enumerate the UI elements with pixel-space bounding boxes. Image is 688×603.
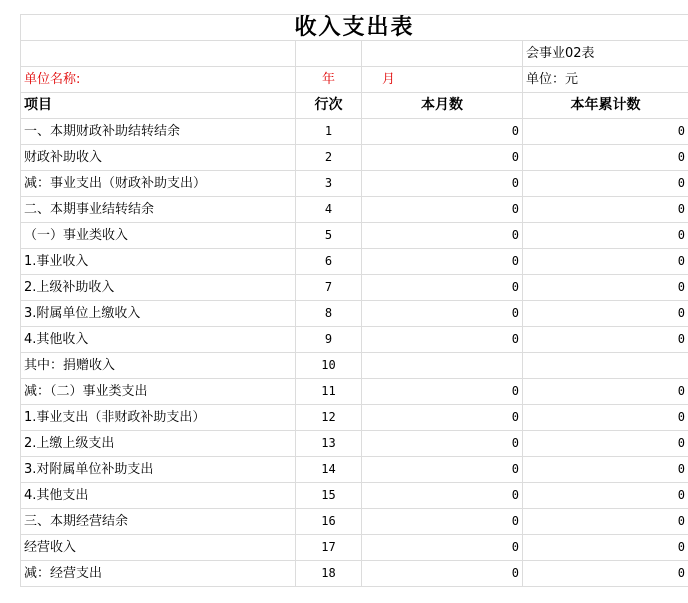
row-year-to-date[interactable]: 0 — [523, 197, 688, 223]
row-year-to-date[interactable]: 0 — [523, 457, 688, 483]
row-line-no[interactable]: 9 — [296, 327, 362, 353]
row-year-to-date[interactable]: 0 — [523, 379, 688, 405]
row-line-no[interactable]: 11 — [296, 379, 362, 405]
row-this-month[interactable]: 0 — [362, 171, 523, 197]
sheet-title[interactable]: 收入支出表 — [21, 15, 688, 41]
row-item[interactable]: （一）事业类收入 — [21, 223, 296, 249]
row-year-to-date[interactable] — [523, 353, 688, 379]
table-body — [21, 119, 688, 587]
row-item[interactable]: 2.上缴上级支出 — [21, 431, 296, 457]
table-row — [21, 405, 688, 431]
row-this-month[interactable]: 0 — [362, 145, 523, 171]
row-line-no[interactable]: 15 — [296, 483, 362, 509]
row-item[interactable]: 其中：捐赠收入 — [21, 353, 296, 379]
row-year-to-date[interactable]: 0 — [523, 431, 688, 457]
table-row — [21, 483, 688, 509]
row-item[interactable]: 减：事业支出（财政补助支出） — [21, 171, 296, 197]
row-this-month[interactable]: 0 — [362, 405, 523, 431]
header-row — [21, 93, 688, 119]
table-row — [21, 327, 688, 353]
table-row — [21, 145, 688, 171]
row-item[interactable]: 减：（二）事业类支出 — [21, 379, 296, 405]
table-row — [21, 275, 688, 301]
row-this-month[interactable]: 0 — [362, 327, 523, 353]
table-row — [21, 197, 688, 223]
row-line-no[interactable]: 13 — [296, 431, 362, 457]
row-item[interactable]: 三、本期经营结余 — [21, 509, 296, 535]
row-item[interactable]: 1.事业收入 — [21, 249, 296, 275]
row-this-month[interactable]: 0 — [362, 275, 523, 301]
row-this-month[interactable]: 0 — [362, 119, 523, 145]
row-this-month[interactable]: 0 — [362, 561, 523, 587]
row-this-month[interactable]: 0 — [362, 431, 523, 457]
row-item[interactable]: 3.附属单位上缴收入 — [21, 301, 296, 327]
row-year-to-date[interactable]: 0 — [523, 561, 688, 587]
row-this-month[interactable]: 0 — [362, 379, 523, 405]
row-this-month[interactable]: 0 — [362, 223, 523, 249]
currency-unit[interactable]: 单位：元 — [523, 67, 688, 93]
row-item[interactable]: 一、本期财政补助结转结余 — [21, 119, 296, 145]
month-label[interactable]: 月 — [362, 67, 523, 93]
row-this-month[interactable] — [362, 353, 523, 379]
table-row — [21, 119, 688, 145]
row-this-month[interactable]: 0 — [362, 197, 523, 223]
row-year-to-date[interactable]: 0 — [523, 223, 688, 249]
row-year-to-date[interactable]: 0 — [523, 171, 688, 197]
header-this-month[interactable]: 本月数 — [362, 93, 523, 119]
row-line-no[interactable]: 2 — [296, 145, 362, 171]
row-item[interactable]: 财政补助收入 — [21, 145, 296, 171]
year-label[interactable]: 年 — [296, 67, 362, 93]
row-line-no[interactable]: 16 — [296, 509, 362, 535]
unit-info-row — [21, 67, 688, 93]
row-item[interactable]: 经营收入 — [21, 535, 296, 561]
row-line-no[interactable]: 8 — [296, 301, 362, 327]
cell-blank[interactable] — [21, 41, 296, 67]
row-this-month[interactable]: 0 — [362, 249, 523, 275]
form-no-row — [21, 41, 688, 67]
row-this-month[interactable]: 0 — [362, 483, 523, 509]
row-item[interactable]: 1.事业支出（非财政补助支出） — [21, 405, 296, 431]
table-row — [21, 509, 688, 535]
row-year-to-date[interactable]: 0 — [523, 249, 688, 275]
row-this-month[interactable]: 0 — [362, 535, 523, 561]
table-row — [21, 431, 688, 457]
header-year-to-date[interactable]: 本年累计数 — [523, 93, 688, 119]
header-line-no[interactable]: 行次 — [296, 93, 362, 119]
row-year-to-date[interactable]: 0 — [523, 483, 688, 509]
row-this-month[interactable]: 0 — [362, 509, 523, 535]
row-line-no[interactable]: 6 — [296, 249, 362, 275]
row-year-to-date[interactable]: 0 — [523, 535, 688, 561]
table-row — [21, 353, 688, 379]
title-row — [21, 15, 688, 41]
row-this-month[interactable]: 0 — [362, 301, 523, 327]
row-item[interactable]: 减：经营支出 — [21, 561, 296, 587]
row-line-no[interactable]: 18 — [296, 561, 362, 587]
row-line-no[interactable]: 17 — [296, 535, 362, 561]
row-line-no[interactable]: 3 — [296, 171, 362, 197]
row-item[interactable]: 3.对附属单位补助支出 — [21, 457, 296, 483]
form-number[interactable]: 会事业02表 — [523, 41, 688, 67]
row-year-to-date[interactable]: 0 — [523, 509, 688, 535]
row-item[interactable]: 二、本期事业结转结余 — [21, 197, 296, 223]
row-year-to-date[interactable]: 0 — [523, 327, 688, 353]
unit-name-label[interactable]: 单位名称: — [21, 67, 296, 93]
row-line-no[interactable]: 1 — [296, 119, 362, 145]
table-row — [21, 249, 688, 275]
cell-blank[interactable] — [296, 41, 362, 67]
table-row — [21, 171, 688, 197]
table-row — [21, 301, 688, 327]
row-line-no[interactable]: 7 — [296, 275, 362, 301]
row-item[interactable]: 4.其他收入 — [21, 327, 296, 353]
row-line-no[interactable]: 10 — [296, 353, 362, 379]
table-row — [21, 457, 688, 483]
row-year-to-date[interactable]: 0 — [523, 145, 688, 171]
row-year-to-date[interactable]: 0 — [523, 119, 688, 145]
row-item[interactable]: 4.其他支出 — [21, 483, 296, 509]
income-expense-table — [20, 14, 688, 587]
row-header-gutter — [0, 0, 20, 603]
table-row — [21, 379, 688, 405]
row-line-no[interactable]: 4 — [296, 197, 362, 223]
header-item[interactable]: 项目 — [21, 93, 296, 119]
row-year-to-date[interactable]: 0 — [523, 405, 688, 431]
row-this-month[interactable]: 0 — [362, 457, 523, 483]
row-line-no[interactable]: 14 — [296, 457, 362, 483]
table-row — [21, 535, 688, 561]
row-line-no[interactable]: 12 — [296, 405, 362, 431]
row-item[interactable]: 2.上级补助收入 — [21, 275, 296, 301]
cell-blank[interactable] — [362, 41, 523, 67]
row-line-no[interactable]: 5 — [296, 223, 362, 249]
row-year-to-date[interactable]: 0 — [523, 275, 688, 301]
table-row — [21, 223, 688, 249]
table-row — [21, 561, 688, 587]
row-year-to-date[interactable]: 0 — [523, 301, 688, 327]
